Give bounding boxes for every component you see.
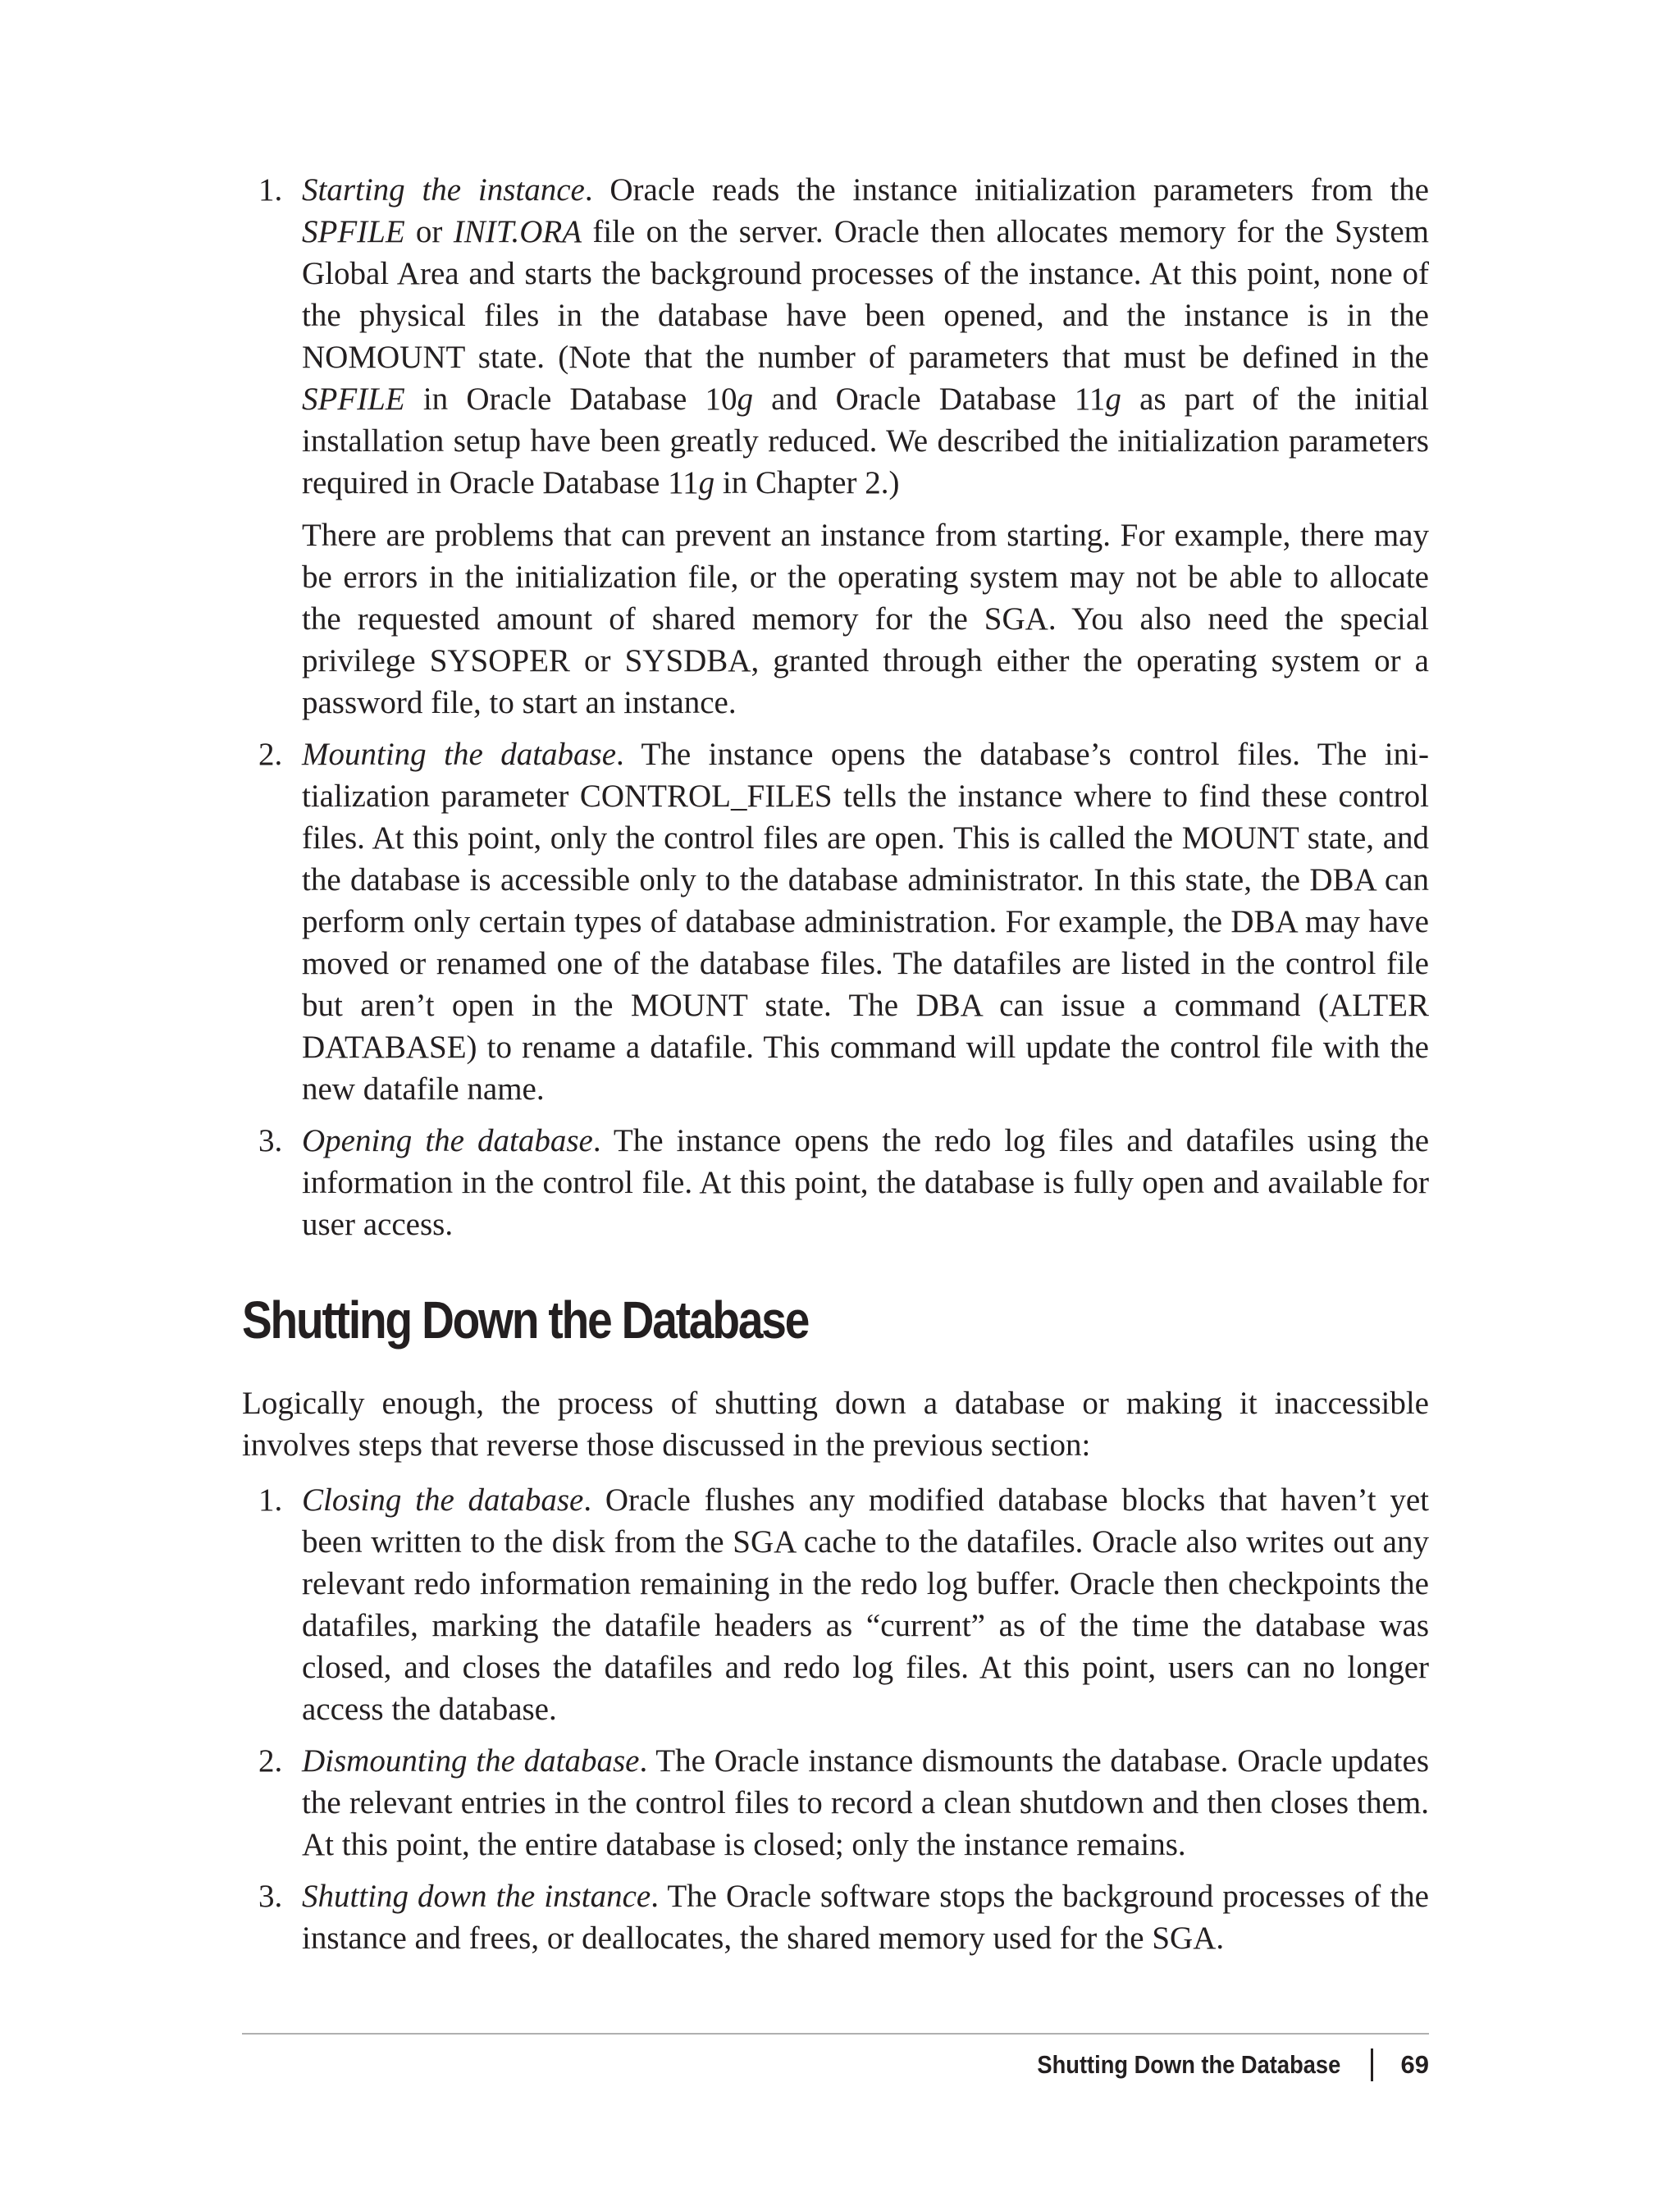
footer-title: Shutting Down the Database [1037, 2050, 1341, 2079]
list-item-body: . Oracle reads the instance initialization parameters from the SPFILE or INIT.ORA file on the server. Oracle then allocates memory for the System Global Area and starts the background processes of the instance. At this point, none of the physical files in the database have been opened, and the instance is in the NOMOUNT state. (Note that the number of parameters that must be defined in the SPFILE in Oracle Database 10g and Oracle Database 11g as part of the initial installation setup have been greatly reduced. We described the initialization parameters required in Oracle Database 11g in Chapter 2.) [302, 172, 1429, 500]
startup-steps-block [242, 169, 1429, 1255]
section-intro: Logically enough, the process of shutting down a database or making it inaccessible involves steps that reverse those discussed in the previous section: [242, 1386, 1429, 1463]
list-item [242, 1479, 1429, 1730]
shutdown-steps-list [242, 1479, 1429, 1959]
list-item-number: 3. [258, 1879, 283, 1914]
list-item-lead: Closing the database [302, 1482, 584, 1518]
list-item-lead: Opening the database [302, 1123, 593, 1158]
list-item-number: 1. [258, 1482, 283, 1518]
list-item-paragraph [302, 1120, 1429, 1245]
list-item-text [302, 1740, 1429, 1866]
startup-steps-list [242, 169, 1429, 1245]
list-item-paragraph [302, 733, 1429, 1110]
list-item-number: 2. [258, 1743, 283, 1779]
list-item-text [302, 1875, 1429, 1959]
list-item-body: . The Oracle software stops the background processes of the instance and frees, or deallocates, the shared memory used for the SGA. [302, 1879, 1429, 1956]
list-item [242, 1875, 1429, 1959]
list-item-lead: Starting the instance [302, 172, 585, 208]
list-item [242, 1120, 1429, 1245]
footer-rule [242, 2033, 1429, 2035]
list-item-paragraph [302, 1740, 1429, 1866]
list-item-body: . The instance opens the redo log files and datafiles using the information in the control file. At this point, the database is fully open and available for user access. [302, 1123, 1430, 1242]
footer-separator [1371, 2048, 1373, 2081]
running-footer [996, 2048, 1429, 2082]
list-item [242, 733, 1429, 1110]
list-item-body: . The Oracle instance dismounts the database. Oracle updates the relevant entries in the control files to record a clean shutdown and then closes them. At this point, the entire database is closed; only the instance remains. [302, 1743, 1429, 1862]
list-item-paragraph [302, 1875, 1429, 1959]
list-item [242, 1740, 1429, 1866]
list-item-number: 2. [258, 737, 283, 772]
shutdown-section [242, 1287, 1429, 1969]
list-item-paragraph: There are problems that can prevent an instance from starting. For example, there may be errors in the initialization file, or the operating system may not be able to allocate the requested amount of shared memory for the SGA. You also need the special privilege SYSOPER or SYSDBA, granted through either the operating system or a password file, to start an instance. [302, 518, 1429, 720]
list-item-body: . Oracle flushes any modified database blocks that haven’t yet been written to the disk from the SGA cache to the datafiles. Oracle also writes out any relevant redo information remaining in the redo log buffer. Oracle then checkpoints the datafiles, marking the datafile headers as “current” as of the time the database was closed, and closes the datafiles and redo log files. At this point, users can no longer access the database. [302, 1482, 1429, 1727]
list-item-paragraph [302, 169, 1429, 504]
list-item-text [302, 733, 1429, 1110]
list-item-lead: Shutting down the instance [302, 1879, 651, 1914]
page-number: 69 [1400, 2050, 1429, 2079]
list-item-number: 1. [258, 172, 283, 208]
list-item-body: . The instance opens the database’s control files. The initialization parameter CONTROL_FILES tells the instance where to find these control files. At this point, only the control files are open. This is called the MOUNT state, and the database is accessible only to the database administrator. In this state, the DBA can perform only certain types of database administration. For example, the DBA may have moved or renamed one of the database files. The datafiles are listed in the control file but aren’t open in the MOUNT state. The DBA can issue a command (ALTER DATABASE) to rename a datafile. This command will update the control file with the new datafile name. [302, 737, 1429, 1107]
list-item-paragraph [302, 1479, 1429, 1730]
list-item-text [302, 1479, 1429, 1730]
list-item [242, 169, 1429, 724]
list-item-text [302, 169, 1429, 724]
list-item-lead: Mounting the database [302, 737, 617, 772]
section-heading: Shutting Down the Database [242, 1290, 809, 1350]
list-item-lead: Dismounting the database [302, 1743, 640, 1779]
list-item-number: 3. [258, 1123, 283, 1158]
list-item-text [302, 1120, 1429, 1245]
